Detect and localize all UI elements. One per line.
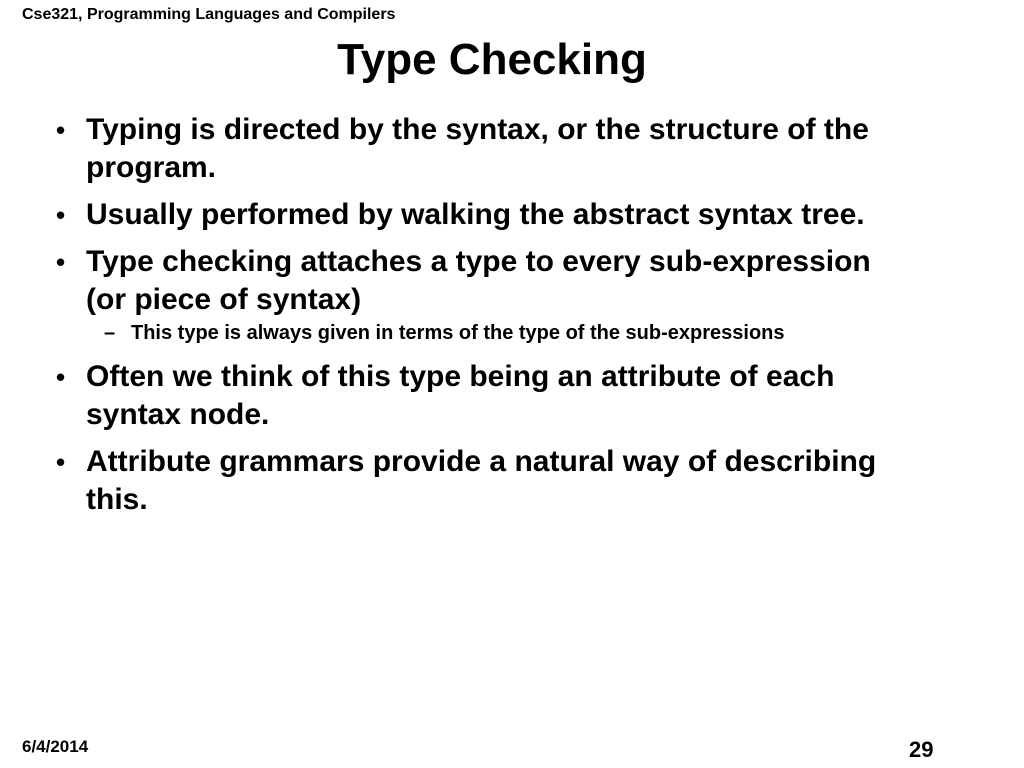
bullet-item <box>52 243 892 319</box>
footer-date: 6/4/2014 <box>22 737 89 756</box>
bullet-text: Typing is directed by the syntax, or the structure of the program. <box>86 113 869 184</box>
bullet-item <box>52 358 892 434</box>
sub-bullet-item <box>52 320 892 346</box>
course-header: Cse321, Programming Languages and Compilers <box>22 6 396 23</box>
bullet-item <box>52 443 892 519</box>
bullet-text: Often we think of this type being an attribute of each syntax node. <box>86 360 835 431</box>
bullet-marker: • <box>56 447 66 477</box>
bullet-marker: • <box>56 200 66 230</box>
bullet-item <box>52 196 892 234</box>
slide-title: Type Checking <box>337 35 647 84</box>
sub-bullet-marker: – <box>104 322 116 344</box>
bullet-marker: • <box>56 115 66 145</box>
bullet-text: Attribute grammars provide a natural way of describing this. <box>86 445 877 516</box>
sub-bullet-text: This type is always given in terms of the type of the sub-expressions <box>131 322 785 344</box>
bullet-list <box>52 111 892 528</box>
page-number: 29 <box>909 737 934 762</box>
bullet-text: Type checking attaches a type to every sub-expression (or piece of syntax) <box>86 245 871 316</box>
bullet-marker: • <box>56 247 66 277</box>
bullet-item <box>52 111 892 187</box>
bullet-text: Usually performed by walking the abstract syntax tree. <box>86 198 865 231</box>
bullet-marker: • <box>56 362 66 392</box>
